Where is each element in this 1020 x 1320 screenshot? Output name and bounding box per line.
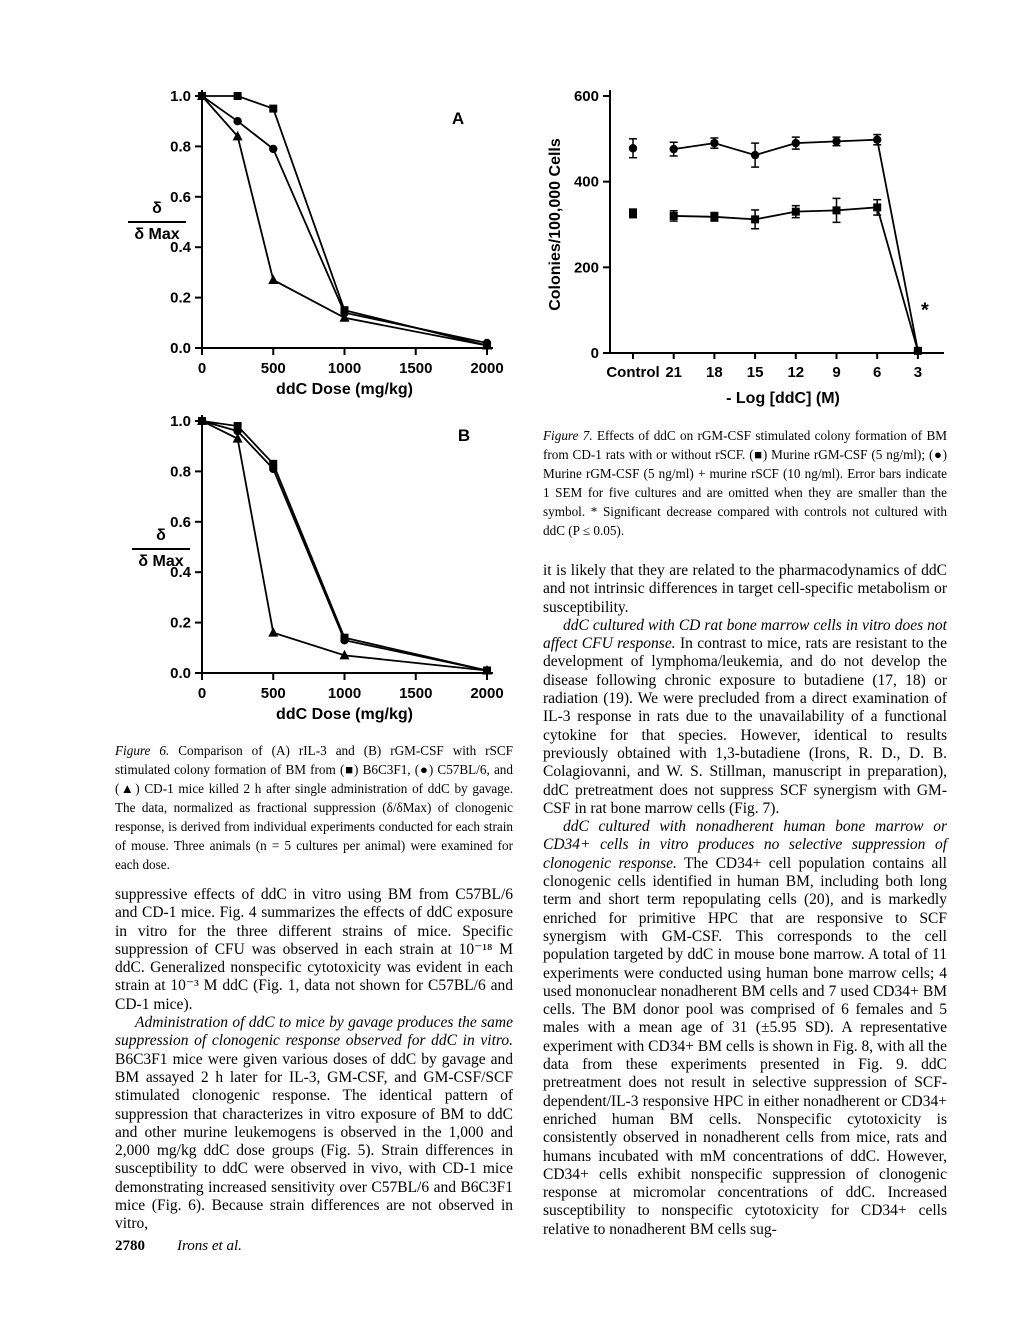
figure6b-y-axis-fraction-label [132,527,190,570]
text-segment: B6C3F1 mice were given various doses of ddC by gavage and BM assayed 2 h later for IL-3, GM-CSF, and GM-CSF/SCF stimulated clonogenic response. The identical pattern of suppression that characterizes in vitro exposure of BM to ddC and other murine leukemogens is observed in the 1,000 and 2,000 mg/kg ddC dose groups (Fig. 5). Strain differences in susceptibility to ddC were observed in vivo, with CD-1 mice demonstrating increased sensitivity over C57BL/6 and B6C3F1 mice (Fig. 6). Because strain differences are not observed in vitro, [115,1050,513,1233]
italic-text-segment: Administration of ddC to mice by gavage produces the same suppression of clonogenic response observed for ddC in vitro. [115,1014,513,1050]
square-marker [710,213,718,221]
page-number: 2780 [115,1238,145,1254]
body-paragraph [115,1014,513,1234]
square-marker [792,208,800,216]
x-tick-label: 1500 [399,685,433,702]
running-authors: Irons et al. [177,1238,242,1254]
delta-numerator-label: δ [152,200,162,217]
y-tick-label: 0.8 [170,138,191,156]
x-tick-label: 15 [746,364,764,381]
body-paragraph [543,617,947,818]
body-paragraph [115,886,513,1014]
series-line-square [674,207,918,350]
italic-text-segment: ddC cultured with CD rat bone marrow cells in vitro does not affect CFU response. [543,616,947,653]
y-tick-label: 0.6 [170,188,191,206]
x-tick-label: 1500 [399,360,433,377]
circle-marker [670,145,678,153]
circle-marker [832,137,840,145]
figure7-block [540,78,960,418]
series-line-circle [202,96,487,343]
x-tick-label: Control [606,364,660,381]
circle-marker [233,117,241,125]
square-marker [234,92,242,100]
square-marker [670,212,678,220]
panel-letter: B [457,426,471,445]
text-segment: Comparison of (A) rIL-3 and (B) rGM-CSF with rSCF stimulated colony formation of BM from (■) B6C3F1, (●) C57BL/6, and (▲) CD-1 mice killed 2 h after single administration of ddC by gavage. The data, normalized as fractional suppression (δ/δMax) of clonogenic response, is derived from individual experiments conducted for each strain of mouse. Three animals (n = 5 cultures per animal) were examined for each dose. [115,743,513,872]
y-tick-label: 1.0 [170,88,191,105]
square-marker [269,105,277,113]
triangle-marker [268,627,278,637]
delta-max-denominator-label: δ Max [128,221,186,244]
circle-marker [629,144,637,152]
figure7-caption [543,426,947,540]
y-tick-label: 200 [573,259,599,277]
x-tick-label: 12 [787,364,805,381]
x-tick-label: 1000 [327,360,362,377]
x-tick-label: 9 [832,364,841,381]
x-tick-label: 1000 [327,685,362,702]
italic-text-segment: Figure 7. [543,428,597,443]
x-axis-label: ddC Dose (mg/kg) [276,706,413,723]
y-tick-label: 0 [590,345,599,362]
panel-letter: A [451,109,465,128]
delta-numerator-label: δ [156,527,166,544]
triangle-marker [268,274,278,284]
x-tick-label: 3 [913,364,923,381]
text-segment: it is likely that they are related to the pharmacodynamics of ddC and not intrinsic differences in target cell-specific metabolism or susceptibility. [543,562,947,616]
y-tick-label: 0.4 [170,564,191,582]
circle-marker [269,145,277,153]
x-tick-label: 6 [873,364,882,381]
y-tick-label: 0.0 [170,665,191,682]
left-text-column [115,886,513,1234]
circle-marker [710,139,718,147]
y-tick-label: 400 [573,173,599,191]
x-tick-label: 18 [706,364,723,381]
text-segment: In contrast to mice, rats are resistant to the development of lymphoma/leukemia, and do not develop the disease following chronic exposure to butadiene (17, 18) or radiation (19). We were precluded from a direct examination of IL-3 response in rats due to the unavailability of a functional cytokine for that species. However, identical to results previously obtained with 1,3-butadiene (Irons, R. D., D. B. Colagiovanni, and W. S. Stillman, manuscript in preparation), ddC pretreatment does not suppress SCF synergism with GM-CSF in rat bone marrow cells (Fig. 7). [543,635,947,817]
x-tick-label: 0 [197,360,207,377]
square-marker [914,347,922,355]
circle-marker [269,465,277,473]
significance-asterisk: * [921,299,929,322]
x-tick-label: 500 [260,685,286,702]
x-tick-label: 2000 [470,360,504,377]
square-marker [751,215,759,223]
series-line-square [202,421,487,670]
x-tick-label: 21 [665,364,683,381]
figure6a-y-axis-fraction-label [128,200,186,243]
italic-text-segment: ddC cultured with nonadherent human bone marrow or CD34+ cells in vitro produces no selective suppression of clonogenic response. [543,818,947,872]
y-tick-label: 0.0 [170,340,191,357]
figure6a-dose-response-chart [112,80,512,410]
circle-marker [340,636,348,644]
figure6-panel-a [112,80,512,410]
square-marker [873,203,881,211]
series-line-circle [674,140,918,351]
x-axis-label: - Log [ddC] (M) [726,390,840,407]
text-segment: suppressive effects of ddC in vitro using BM from C57BL/6 and CD-1 mice. Fig. 4 summarizes the effects of ddC exposure in vitro for the three different strains of mice. Specific suppression of CFU was observed in each strain at 10⁻¹⁸ M ddC. Generalized nonspecific cytotoxicity was evident in each strain at 10⁻³ M ddC (Fig. 1, data not shown for C57BL/6 and CD-1 mice). [115,886,513,1013]
figure6-panel-b [112,405,512,735]
y-tick-label: 0.2 [170,289,191,307]
italic-text-segment: Figure 6. [115,743,179,758]
y-tick-label: 600 [573,88,599,105]
y-tick-label: 0.2 [170,614,191,632]
circle-marker [751,151,759,159]
right-text-column [543,562,947,1239]
series-line-circle [202,421,487,670]
x-tick-label: 0 [197,685,207,702]
x-tick-label: 2000 [470,685,504,702]
y-tick-label: 0.4 [170,239,191,257]
circle-marker [873,135,881,143]
figure6-caption [115,741,513,874]
circle-marker [792,139,800,147]
y-tick-label: 0.8 [170,463,191,481]
body-paragraph [543,562,947,617]
y-tick-label: 0.6 [170,513,191,531]
body-paragraph [543,818,947,1239]
text-segment: The CD34+ cell population contains all clonogenic cells identified in human BM, including both long term and short term repopulating cells (20), and is markedly enriched for primitive HPC that are responsive to SCF synergism with GM-CSF. This corresponds to the cell population targeted by ddC in mouse bone marrow. A total of 11 experiments were conducted using human bone marrow cells; 4 used mononuclear nonadherent BM cells and 7 used CD34+ BM cells. The BM donor pool was comprised of 6 females and 5 males with a mean age of 31 (±5.95 SD). A representative experiment with CD34+ BM cells is shown in Fig. 8, with all the data from these experiments presented in Fig. 9. ddC pretreatment does not result in selective suppression of SCF-dependent/IL-3 responsive HPC in either nonadherent or CD34+ enriched human BM cells. Nonspecific cytotoxicity is consistently observed in nonadherent cells from mice, rats and humans incubated with mM concentrations of ddC. However, CD34+ cells exhibit nonspecific suppression of clonogenic response at micromolar concentrations of ddC. Increased susceptibility to nonspecific cytotoxicity for CD34+ cells relative to nonadherent BM cells sug- [543,854,947,1238]
y-axis-label: Colonies/100,000 Cells [547,138,564,311]
x-tick-label: 500 [260,360,286,377]
text-segment: Effects of ddC on rGM-CSF stimulated colony formation of BM from CD-1 rats with or without rSCF. (■) Murine rGM-CSF (5 ng/ml); (●) Murine rGM-CSF (5 ng/ml) + murine rSCF (10 ng/ml). Error bars indicate 1 SEM for five cultures and are omitted when they are smaller than the symbol. * Significant decrease compared with controls not cultured with ddC (P ≤ 0.05). [543,428,947,538]
series-line-triangle [202,421,487,670]
y-tick-label: 1.0 [170,413,191,430]
x-axis-label: ddC Dose (mg/kg) [276,381,413,398]
square-marker [629,209,637,217]
square-marker [833,206,841,214]
delta-max-denominator-label: δ Max [132,548,190,571]
figure7-colony-chart [540,78,960,418]
page-footer [115,1238,242,1255]
